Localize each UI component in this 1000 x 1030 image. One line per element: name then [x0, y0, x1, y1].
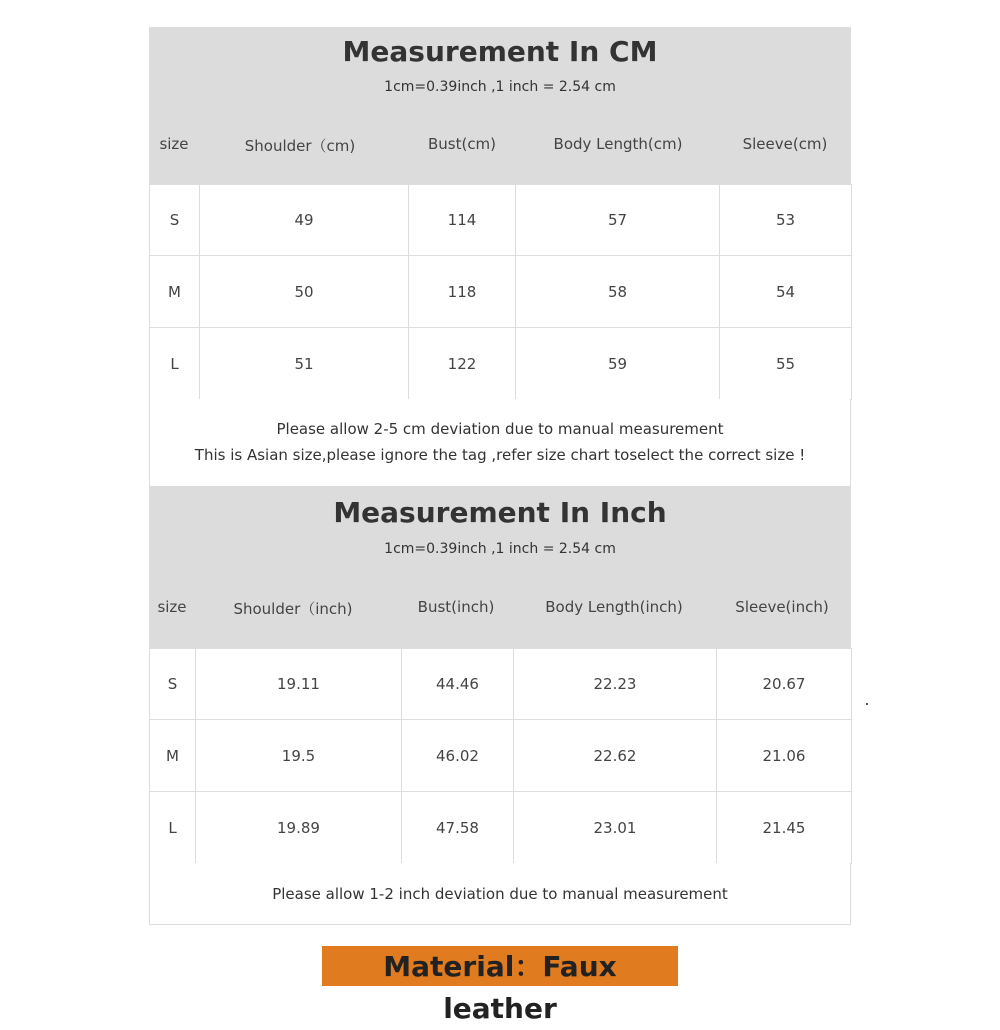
sleeve-cell: 21.45 — [717, 792, 852, 864]
table-row — [150, 720, 852, 792]
inch-header-panel — [149, 487, 851, 648]
cm-header-body-length: Body Length(cm) — [553, 135, 683, 153]
inch-header-size: size — [157, 598, 187, 616]
bust-cell: 44.46 — [402, 649, 514, 720]
bust-cell: 46.02 — [402, 720, 514, 792]
body-length-cell: 22.23 — [514, 649, 717, 720]
inch-header-shoulder: Shoulder（inch) — [233, 600, 353, 618]
cm-size-table — [149, 184, 852, 400]
bust-cell: 118 — [409, 256, 516, 328]
inch-header-bust: Bust(inch) — [417, 598, 495, 616]
inch-size-table — [149, 648, 852, 864]
cm-conversion-note: 1cm=0.39inch ,1 inch = 2.54 cm — [384, 79, 616, 95]
inch-notes — [149, 863, 851, 925]
inch-header-sleeve: Sleeve(inch) — [735, 598, 829, 616]
bust-cell: 122 — [409, 328, 516, 400]
body-length-cell: 22.62 — [514, 720, 717, 792]
shoulder-cell: 49 — [200, 185, 409, 256]
body-length-cell: 23.01 — [514, 792, 717, 864]
size-cell: S — [150, 649, 196, 720]
shoulder-cell: 50 — [200, 256, 409, 328]
body-length-cell: 58 — [516, 256, 720, 328]
cm-header-bust: Bust(cm) — [427, 135, 497, 153]
sleeve-cell: 53 — [720, 185, 852, 256]
inch-header-body-length: Body Length(inch) — [545, 598, 683, 616]
sleeve-cell: 55 — [720, 328, 852, 400]
stray-dot — [866, 703, 868, 705]
cm-deviation-note: Please allow 2-5 cm deviation due to manual measurement — [276, 420, 724, 438]
sleeve-cell: 21.06 — [717, 720, 852, 792]
shoulder-cell: 19.5 — [196, 720, 402, 792]
shoulder-cell: 19.89 — [196, 792, 402, 864]
body-length-cell: 57 — [516, 185, 720, 256]
cm-header-panel — [149, 27, 851, 184]
inch-table-title: Measurement In Inch — [333, 496, 667, 529]
asian-size-note: This is Asian size,please ignore the tag ,refer size chart toselect the correct size ! — [194, 446, 806, 464]
size-cell: M — [150, 256, 200, 328]
inch-conversion-note: 1cm=0.39inch ,1 inch = 2.54 cm — [384, 541, 616, 557]
cm-notes — [149, 399, 851, 487]
table-row — [150, 256, 852, 328]
size-cell: S — [150, 185, 200, 256]
bust-cell: 114 — [409, 185, 516, 256]
size-cell: L — [150, 792, 196, 864]
cm-header-size: size — [159, 135, 189, 153]
cm-table-title: Measurement In CM — [342, 35, 658, 68]
material-label: Material：Faux leather — [322, 946, 678, 986]
shoulder-cell: 19.11 — [196, 649, 402, 720]
inch-deviation-note: Please allow 1-2 inch deviation due to manual measurement — [272, 885, 728, 903]
cm-header-sleeve: Sleeve(cm) — [742, 135, 828, 153]
body-length-cell: 59 — [516, 328, 720, 400]
size-cell: L — [150, 328, 200, 400]
table-row — [150, 328, 852, 400]
sleeve-cell: 54 — [720, 256, 852, 328]
table-row — [150, 792, 852, 864]
cm-header-shoulder: Shoulder（cm) — [244, 137, 356, 155]
table-row — [150, 649, 852, 720]
shoulder-cell: 51 — [200, 328, 409, 400]
size-cell: M — [150, 720, 196, 792]
bust-cell: 47.58 — [402, 792, 514, 864]
sleeve-cell: 20.67 — [717, 649, 852, 720]
table-row — [150, 185, 852, 256]
